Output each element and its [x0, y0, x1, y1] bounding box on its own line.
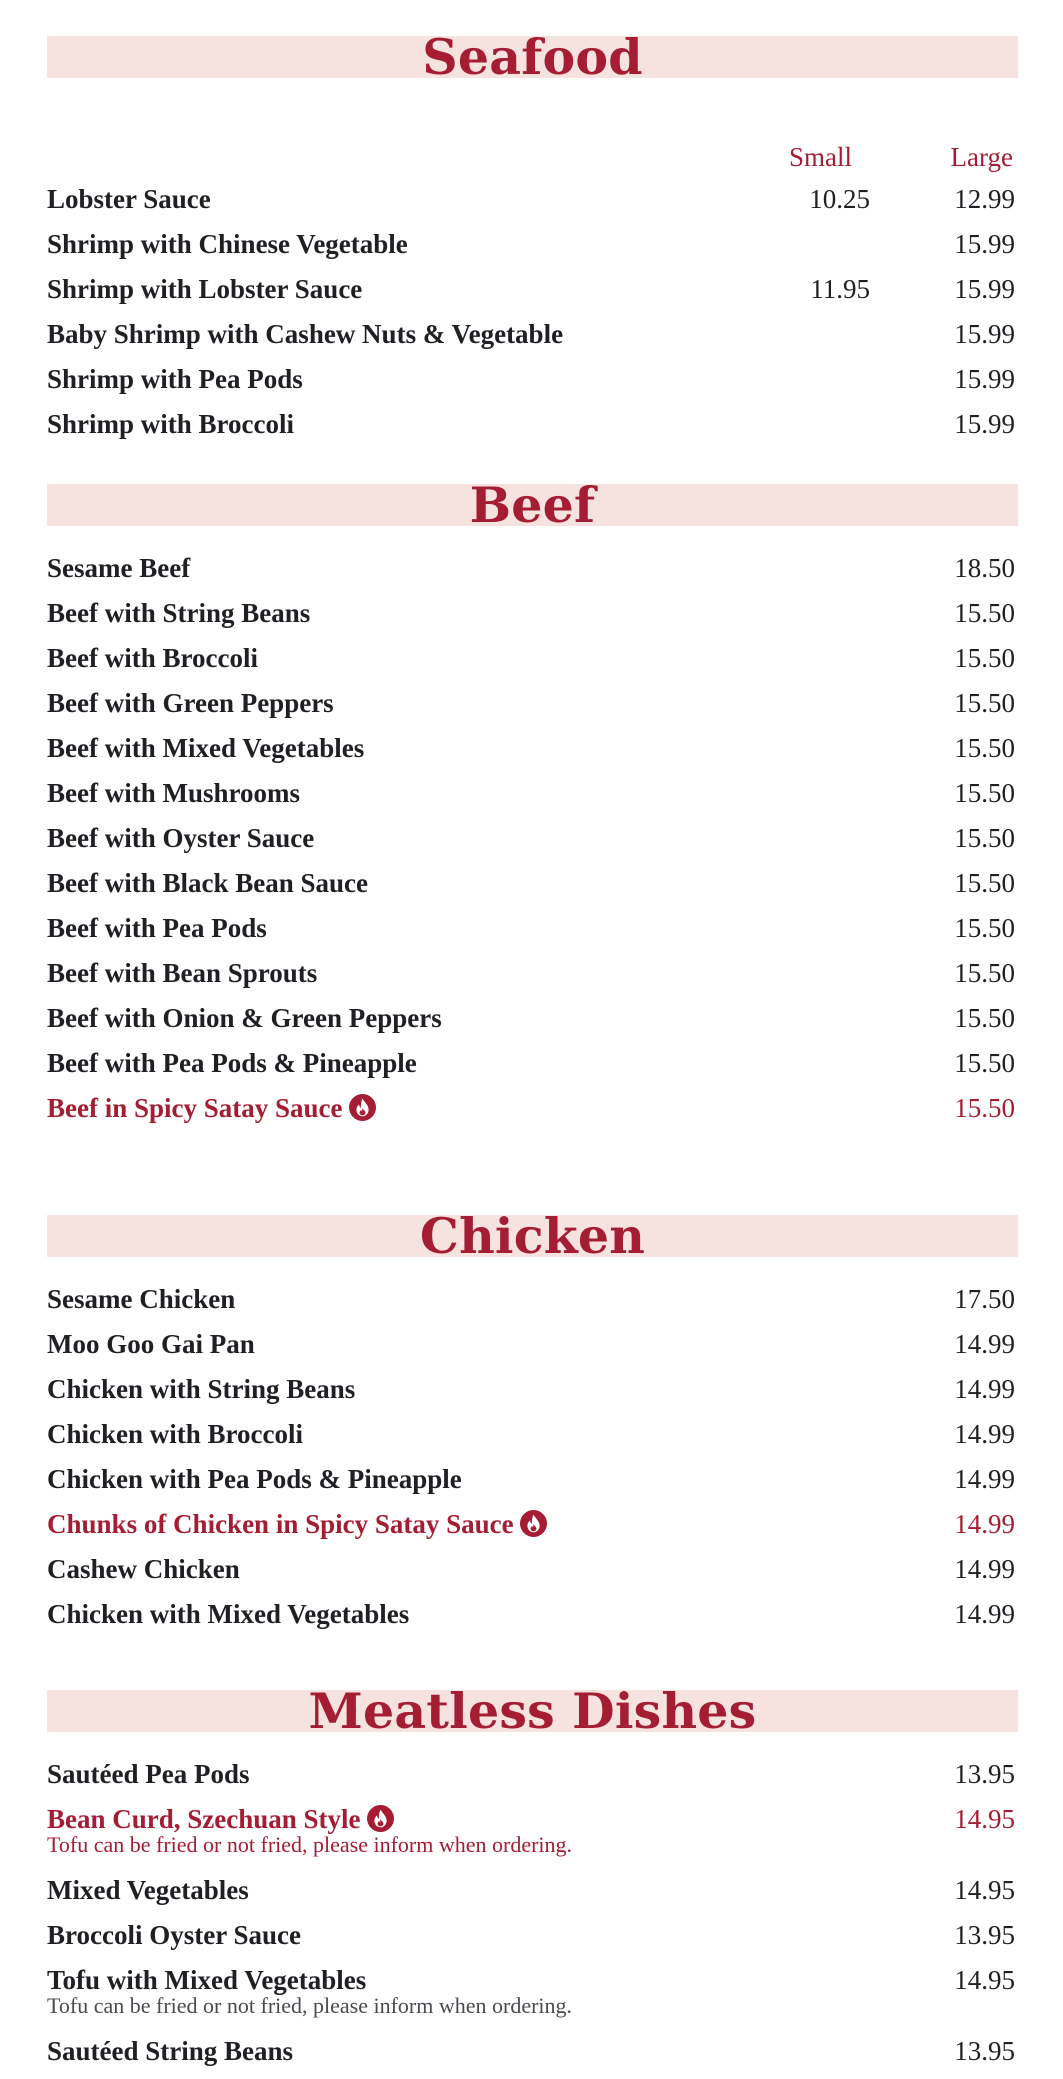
section-chicken: [47, 1207, 1018, 1642]
flame-icon: [520, 1510, 547, 1537]
column-header-large: Large: [950, 142, 1013, 172]
menu-item-row: [47, 1552, 1018, 1597]
menu-item-name: [47, 641, 258, 675]
menu-item-name-text: Beef with Broccoli: [47, 643, 258, 673]
price: 13.95: [954, 2036, 1015, 2066]
price-small: 11.95: [810, 274, 870, 304]
price: 14.99: [954, 1554, 1015, 1584]
price: 15.50: [954, 823, 1015, 853]
menu-item-name-text: Bean Curd, Szechuan Style: [47, 1804, 361, 1834]
section-beef: [47, 476, 1018, 1136]
price: 14.95: [954, 1965, 1015, 1995]
menu-item-name: [47, 272, 362, 306]
menu-item-name: [47, 1417, 303, 1451]
menu-item-name-text: Beef with Pea Pods: [47, 913, 267, 943]
menu-item-name-text: Baby Shrimp with Cashew Nuts & Vegetable: [47, 319, 564, 349]
section-title: Chicken: [419, 1207, 646, 1265]
menu-item-row: [47, 272, 1018, 317]
menu-item-name: [47, 1873, 249, 1907]
section-title: Beef: [469, 476, 596, 534]
menu-item-name: [47, 1963, 366, 1997]
menu-item-name: [47, 1757, 250, 1791]
menu-item-row: [47, 776, 1018, 821]
menu-item-name-text: Shrimp with Broccoli: [47, 409, 295, 439]
menu-item-name-text: Shrimp with Lobster Sauce: [47, 274, 363, 304]
menu-item-row: [47, 317, 1018, 362]
menu-item-name-text: Beef with Oyster Sauce: [47, 823, 315, 853]
price: 14.95: [954, 1875, 1015, 1905]
section-header-band: [47, 28, 1018, 86]
menu-item-row: [47, 1372, 1018, 1417]
menu-item-name: [47, 956, 317, 990]
menu-item-name: [47, 1802, 394, 1836]
menu-item-row: [47, 407, 1018, 452]
menu-item-name: [47, 317, 563, 351]
menu-item-list: [47, 1757, 1018, 2079]
price-large: 15.99: [954, 319, 1015, 349]
price: 14.99: [954, 1374, 1015, 1404]
section-meatless-dishes: [47, 1682, 1018, 2079]
menu-item-name-text: Beef with Mixed Vegetables: [47, 733, 365, 763]
price-large: 15.99: [954, 274, 1015, 304]
menu-item-row: [47, 596, 1018, 641]
menu-item-row: [47, 2034, 1018, 2079]
menu-item-name-text: Chicken with String Beans: [47, 1374, 356, 1404]
menu-item-name-text: Sautéed String Beans: [47, 2036, 294, 2066]
menu-item-name-text: Shrimp with Chinese Vegetable: [47, 229, 408, 259]
menu-item-row: [47, 1802, 1018, 1873]
menu-item-list: [47, 1282, 1018, 1642]
price: 15.50: [954, 598, 1015, 628]
menu-item-row: [47, 686, 1018, 731]
menu-item-name-text: Broccoli Oyster Sauce: [47, 1920, 301, 1950]
menu-item-row: [47, 821, 1018, 866]
section-title: Seafood: [422, 28, 643, 86]
flame-icon: [349, 1094, 376, 1121]
menu-item-name: [47, 911, 267, 945]
price: 15.50: [954, 1093, 1015, 1123]
menu-item-name: [47, 407, 294, 441]
menu-item-name-text: Beef with Pea Pods & Pineapple: [47, 1048, 417, 1078]
menu-item-name: [47, 227, 408, 261]
price: 17.50: [954, 1284, 1015, 1314]
price: 14.99: [954, 1464, 1015, 1494]
menu-item-name-text: Beef with Bean Sprouts: [47, 958, 318, 988]
menu-item-name-text: Sesame Beef: [47, 553, 191, 583]
menu-item-row: [47, 866, 1018, 911]
menu-item-name: [47, 551, 190, 585]
flame-icon: [367, 1805, 394, 1832]
menu-item-name: [47, 362, 303, 396]
menu-item-name-text: Sesame Chicken: [47, 1284, 236, 1314]
column-header-small: Small: [788, 142, 852, 172]
menu-item-name: [47, 2034, 293, 2068]
menu-item-row: [47, 1757, 1018, 1802]
menu-item-row: [47, 1873, 1018, 1918]
price-small: 10.25: [809, 184, 870, 214]
price-large: 12.99: [954, 184, 1015, 214]
price: 15.50: [954, 868, 1015, 898]
menu-item-note: Tofu can be fried or not fried, please inform when ordering.: [47, 1832, 573, 1857]
menu-item-name-text: Beef with Mushrooms: [47, 778, 300, 808]
menu-item-name: [47, 731, 364, 765]
price: 14.99: [954, 1419, 1015, 1449]
menu-item-name: [47, 1918, 301, 1952]
menu-item-name: [47, 1046, 417, 1080]
menu-item-row: [47, 227, 1018, 272]
section-seafood: [47, 28, 1018, 452]
menu-item-name: [47, 1001, 442, 1035]
menu-item-name-text: Shrimp with Pea Pods: [47, 364, 303, 394]
menu-item-name-text: Chicken with Pea Pods & Pineapple: [47, 1464, 462, 1494]
menu-item-row: [47, 731, 1018, 776]
menu-item-row: [47, 362, 1018, 407]
price: 15.50: [954, 733, 1015, 763]
menu-item-note: Tofu can be fried or not fried, please inform when ordering.: [47, 1993, 573, 2018]
menu-item-row: [47, 1091, 1018, 1136]
menu-item-name: [47, 1327, 255, 1361]
menu-item-name-text: Beef in Spicy Satay Sauce: [47, 1093, 343, 1123]
price: 14.99: [954, 1599, 1015, 1629]
price: 15.50: [954, 913, 1015, 943]
menu-item-name: [47, 1282, 235, 1316]
menu-item-row: [47, 641, 1018, 686]
menu-item-row: [47, 911, 1018, 956]
menu-item-name: [47, 1091, 376, 1125]
menu-item-name-text: Beef with Green Peppers: [47, 688, 334, 718]
menu-item-row: [47, 1282, 1018, 1327]
menu-item-list: [47, 551, 1018, 1136]
menu-item-row: [47, 1597, 1018, 1642]
price: 15.50: [954, 643, 1015, 673]
menu-item-name-text: Moo Goo Gai Pan: [47, 1329, 255, 1359]
section-header-band: [47, 1207, 1018, 1265]
menu-item-name-text: Chicken with Broccoli: [47, 1419, 303, 1449]
menu-item-name: [47, 596, 310, 630]
menu-item-row: [47, 1507, 1018, 1552]
menu-item-row: [47, 182, 1018, 227]
menu-item-row: [47, 1001, 1018, 1046]
price: 15.50: [954, 778, 1015, 808]
menu-item-name-text: Beef with String Beans: [47, 598, 311, 628]
menu-item-name: [47, 1552, 240, 1586]
menu-item-name: [47, 182, 211, 216]
price-column-headers: [47, 138, 1018, 182]
menu-item-name-text: Cashew Chicken: [47, 1554, 240, 1584]
menu-item-name: [47, 1462, 462, 1496]
price: 13.95: [954, 1920, 1015, 1950]
price-large: 15.99: [954, 229, 1015, 259]
menu-item-name: [47, 821, 314, 855]
menu-item-name-text: Lobster Sauce: [47, 184, 211, 214]
menu-item-name-text: Mixed Vegetables: [47, 1875, 249, 1905]
price-large: 15.99: [954, 364, 1015, 394]
price: 14.99: [954, 1509, 1015, 1539]
price: 18.50: [954, 553, 1015, 583]
section-title: Meatless Dishes: [308, 1682, 757, 1740]
menu-item-row: [47, 1327, 1018, 1372]
price: 15.50: [954, 1048, 1015, 1078]
menu-item-row: [47, 1963, 1018, 2034]
section-header-band: [47, 1682, 1018, 1740]
menu-item-row: [47, 956, 1018, 1001]
menu-item-name-text: Beef with Onion & Green Peppers: [47, 1003, 442, 1033]
price: 15.50: [954, 958, 1015, 988]
section-header-band: [47, 476, 1018, 534]
price-large: 15.99: [954, 409, 1015, 439]
price: 15.50: [954, 688, 1015, 718]
price: 15.50: [954, 1003, 1015, 1033]
menu-item-row: [47, 1462, 1018, 1507]
menu-item-name: [47, 686, 334, 720]
menu-item-name: [47, 866, 368, 900]
menu-item-name-text: Chunks of Chicken in Spicy Satay Sauce: [47, 1509, 514, 1539]
price: 13.95: [954, 1759, 1015, 1789]
menu-item-name: [47, 776, 300, 810]
menu-item-name-text: Beef with Black Bean Sauce: [47, 868, 368, 898]
price: 14.99: [954, 1329, 1015, 1359]
price: 14.95: [954, 1804, 1015, 1834]
menu-item-name: [47, 1372, 355, 1406]
menu-item-name-text: Chicken with Mixed Vegetables: [47, 1599, 410, 1629]
menu-item-row: [47, 551, 1018, 596]
menu-item-name-text: Sautéed Pea Pods: [47, 1759, 250, 1789]
menu-item-name: [47, 1597, 409, 1631]
menu-item-name-text: Tofu with Mixed Vegetables: [47, 1965, 367, 1995]
menu-item-name: [47, 1507, 547, 1541]
menu-item-row: [47, 1417, 1018, 1462]
menu-item-list: [47, 182, 1018, 452]
menu-item-row: [47, 1918, 1018, 1963]
menu-item-row: [47, 1046, 1018, 1091]
